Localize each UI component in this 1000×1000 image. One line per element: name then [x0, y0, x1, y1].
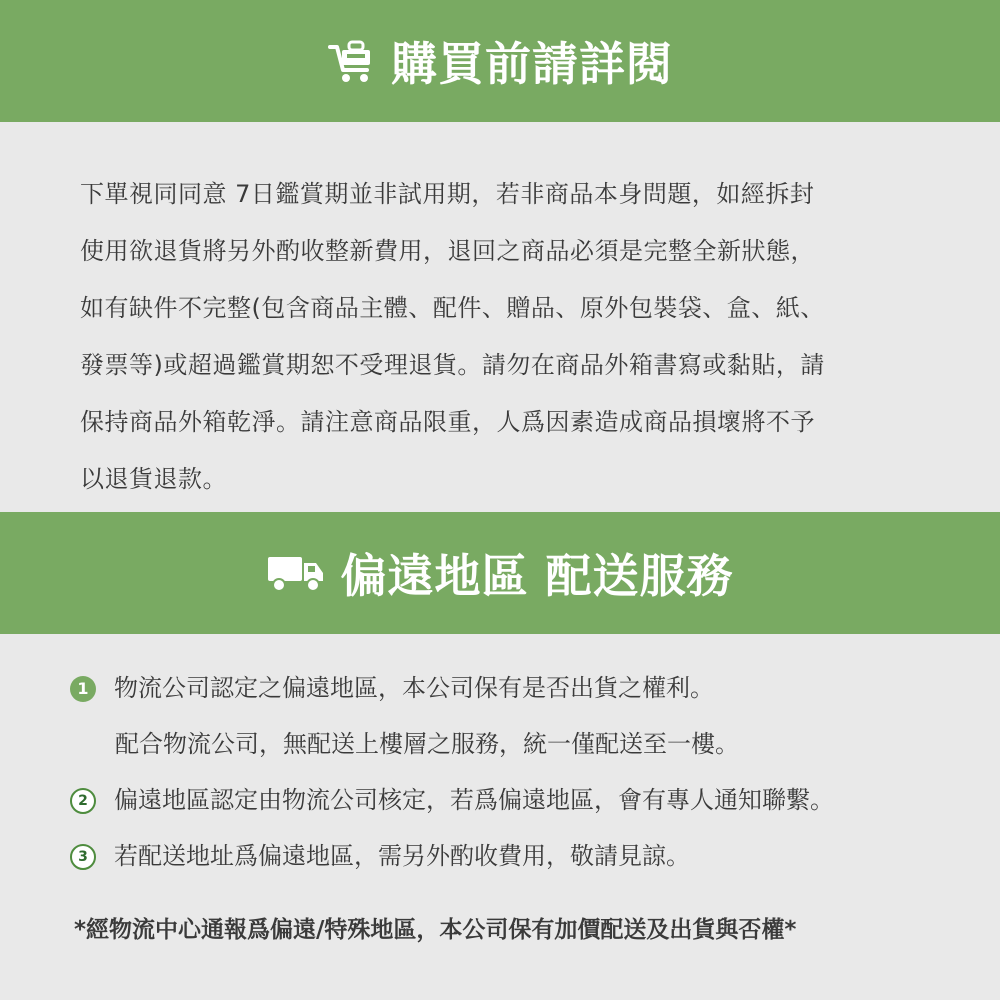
- remote-delivery-panel: [0, 634, 1000, 1000]
- notice-line: 使用欲退貨將另外酌收整新費用，退回之商品必須是完整全新狀態，: [80, 237, 815, 265]
- number-badge: 1: [70, 676, 96, 702]
- section-title: 偏遠地區 配送服務: [340, 549, 734, 603]
- section-banner-purchase-notice: [0, 0, 1000, 122]
- delivery-truck-icon: [266, 551, 326, 595]
- section-banner-remote-delivery: [0, 512, 1000, 634]
- purchase-notice-panel: [0, 122, 1000, 512]
- notice-line: 發票等)或超過鑑賞期恕不受理退貨。請勿在商品外箱書寫或黏貼，請: [80, 351, 825, 379]
- number-badge: 2: [70, 788, 96, 814]
- list-item: [70, 672, 714, 704]
- notice-line: 保持商品外箱乾淨。請注意商品限重，人爲因素造成商品損壞將不予: [80, 408, 815, 436]
- item-continuation: 配合物流公司，無配送上樓層之服務，統一僅配送至一樓。: [115, 730, 739, 758]
- notice-line: 以退貨退款。: [80, 465, 227, 493]
- item-text: 若配送地址爲偏遠地區，需另外酌收費用，敬請見諒。: [114, 842, 690, 870]
- list-item: [70, 840, 690, 872]
- shopping-cart-icon: [327, 37, 377, 85]
- notice-line: 下單視同同意 7日鑑賞期並非試用期，若非商品本身問題，如經拆封: [80, 180, 815, 208]
- item-text: 物流公司認定之偏遠地區，本公司保有是否出貨之權利。: [114, 674, 714, 702]
- section-title: 購買前請詳閱: [391, 37, 673, 91]
- item-text: 偏遠地區認定由物流公司核定，若爲偏遠地區，會有專人通知聯繫。: [114, 786, 834, 814]
- number-badge: 3: [70, 844, 96, 870]
- notice-line: 如有缺件不完整(包含商品主體、配件、贈品、原外包裝袋、盒、紙、: [80, 294, 825, 322]
- notice-text: [80, 166, 940, 508]
- list-item: [70, 784, 834, 816]
- footnote: *經物流中心通報爲偏遠/特殊地區，本公司保有加價配送及出貨與否權*: [74, 917, 797, 943]
